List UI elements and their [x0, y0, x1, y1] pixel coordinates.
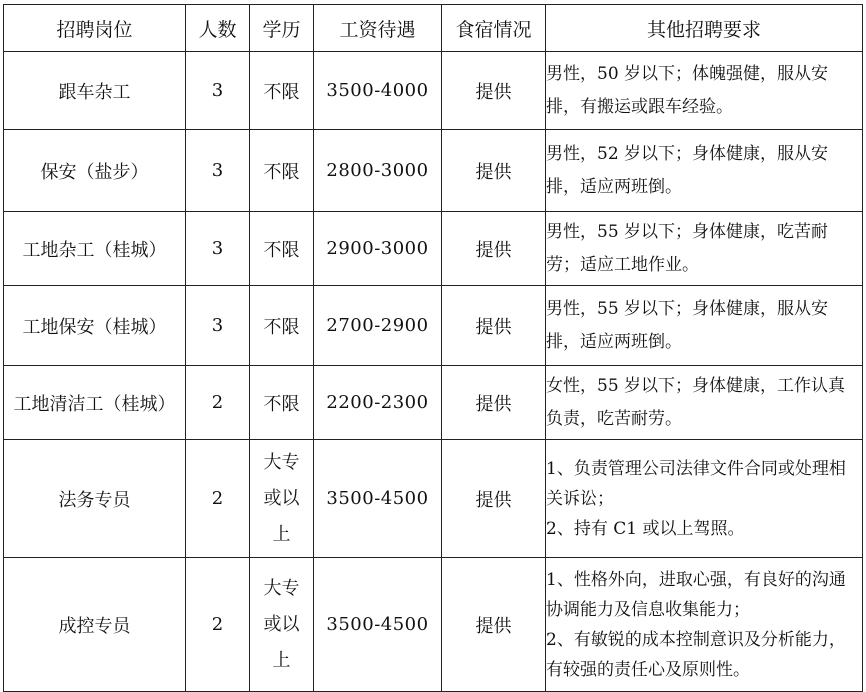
table-row	[4, 212, 863, 286]
education-line: 或以	[263, 613, 300, 635]
board-cell: 提供	[442, 212, 546, 286]
salary-cell: 3500-4500	[314, 558, 442, 692]
education-cell: 不限	[250, 52, 314, 130]
position-cell: 工地杂工（桂城）	[4, 212, 186, 286]
board-cell: 提供	[442, 366, 546, 440]
count-cell: 3	[186, 52, 250, 130]
salary-cell: 2200-2300	[314, 366, 442, 440]
header-board: 食宿情况	[442, 5, 546, 52]
salary-cell: 3500-4000	[314, 52, 442, 130]
education-line: 或以	[263, 487, 300, 509]
salary-cell: 2800-3000	[314, 130, 442, 212]
education-cell: 不限	[250, 212, 314, 286]
table-row	[4, 286, 863, 366]
count-cell: 2	[186, 366, 250, 440]
requirement-item: 1、负责管理公司法律文件合同或处理相关诉讼；	[546, 458, 846, 509]
education-line: 上	[272, 649, 291, 671]
requirement-item: 2、有敏锐的成本控制意识及分析能力，有较强的责任心及原则性。	[546, 629, 846, 680]
header-education: 学历	[250, 5, 314, 52]
education-cell: 不限	[250, 286, 314, 366]
requirements-cell: 男性，55 岁以下；身体健康，吃苦耐劳；适应工地作业。	[546, 212, 863, 286]
education-cell: 不限	[250, 366, 314, 440]
requirement-item: 2、持有 C1 或以上驾照。	[546, 518, 745, 539]
board-cell: 提供	[442, 286, 546, 366]
salary-cell: 2700-2900	[314, 286, 442, 366]
position-cell: 法务专员	[4, 440, 186, 558]
header-count: 人数	[186, 5, 250, 52]
salary-cell: 3500-4500	[314, 440, 442, 558]
count-cell: 3	[186, 286, 250, 366]
salary-cell: 2900-3000	[314, 212, 442, 286]
recruitment-table	[3, 4, 863, 692]
table-row	[4, 366, 863, 440]
position-cell: 成控专员	[4, 558, 186, 692]
count-cell: 2	[186, 558, 250, 692]
education-cell: 不限	[250, 130, 314, 212]
requirements-cell: 男性，55 岁以下；身体健康，服从安排，适应两班倒。	[546, 286, 863, 366]
requirements-cell	[546, 440, 863, 558]
count-cell: 3	[186, 130, 250, 212]
board-cell: 提供	[442, 558, 546, 692]
education-cell	[250, 440, 314, 558]
position-cell: 工地保安（桂城）	[4, 286, 186, 366]
requirements-cell: 女性，55 岁以下；身体健康，工作认真负责，吃苦耐劳。	[546, 366, 863, 440]
count-cell: 3	[186, 212, 250, 286]
position-cell: 工地清洁工（桂城）	[4, 366, 186, 440]
header-row	[4, 5, 863, 52]
requirements-cell: 男性，50 岁以下；体魄强健，服从安排，有搬运或跟车经验。	[546, 52, 863, 130]
education-cell	[250, 558, 314, 692]
header-salary: 工资待遇	[314, 5, 442, 52]
education-line: 大专	[263, 577, 300, 599]
count-cell: 2	[186, 440, 250, 558]
board-cell: 提供	[442, 130, 546, 212]
education-line: 上	[272, 523, 291, 545]
header-position: 招聘岗位	[4, 5, 186, 52]
table-row	[4, 558, 863, 692]
table-row	[4, 130, 863, 212]
board-cell: 提供	[442, 52, 546, 130]
requirements-cell	[546, 558, 863, 692]
education-line: 大专	[263, 451, 300, 473]
requirement-item: 1、性格外向，进取心强，有良好的沟通协调能力及信息收集能力；	[546, 569, 846, 620]
position-cell: 保安（盐步）	[4, 130, 186, 212]
table-row	[4, 52, 863, 130]
requirements-cell: 男性，52 岁以下；身体健康，服从安排，适应两班倒。	[546, 130, 863, 212]
table-row	[4, 440, 863, 558]
header-requirements: 其他招聘要求	[546, 5, 863, 52]
board-cell: 提供	[442, 440, 546, 558]
position-cell: 跟车杂工	[4, 52, 186, 130]
